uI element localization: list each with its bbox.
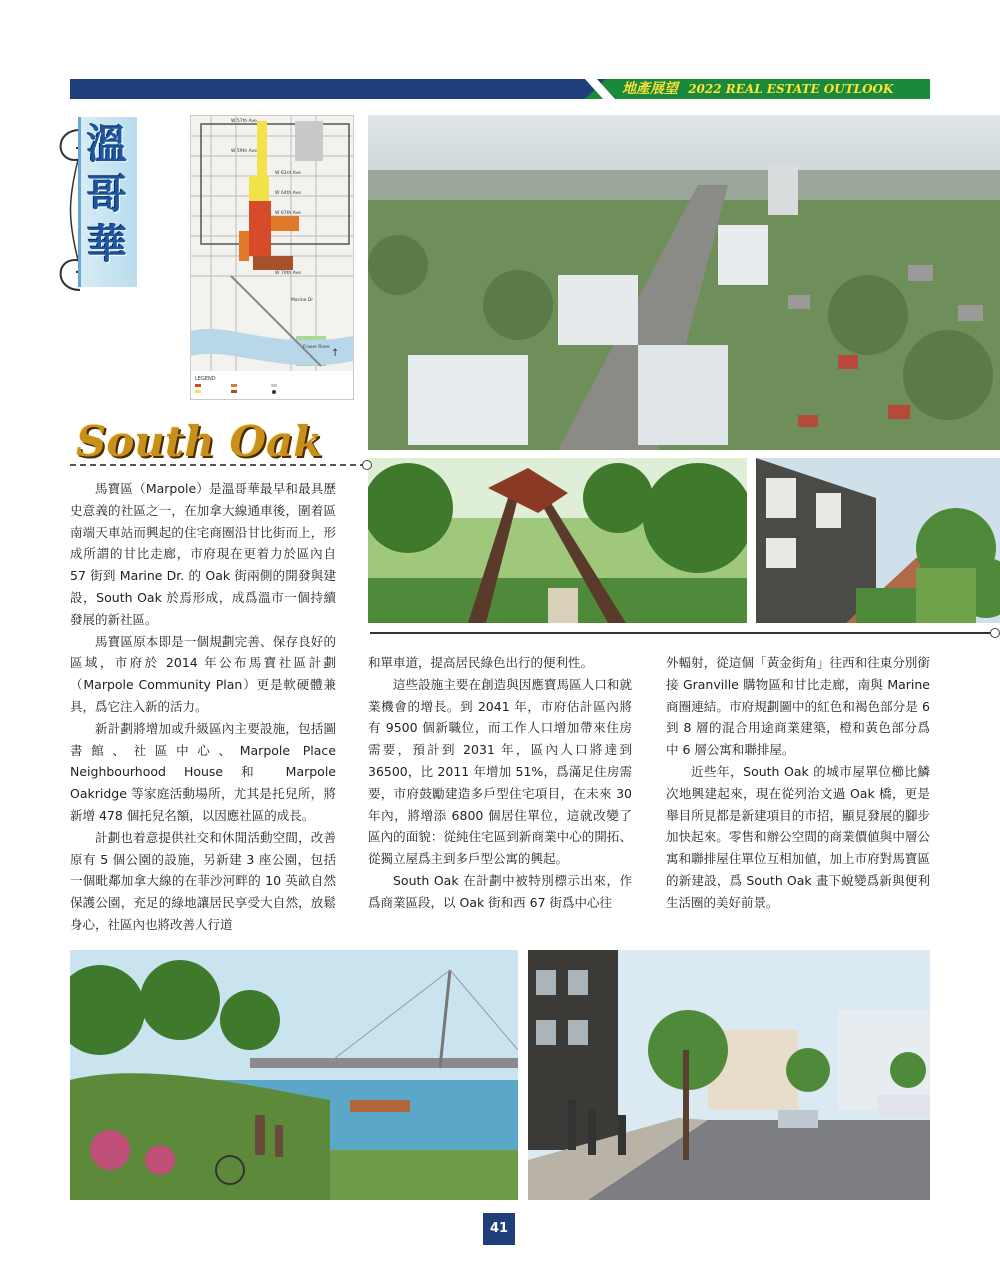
header-en-title: 2022 REAL ESTATE OUTLOOK xyxy=(688,82,894,96)
divider-dot-icon xyxy=(362,460,372,470)
column-divider xyxy=(370,632,992,634)
aerial-photo xyxy=(368,115,1000,450)
paragraph: 新計劃將增加或升級區內主要設施，包括圖書館、社區中心、Marpole Place Neighbourhood House 和 Marpole Oakridge 等家庭活動場所，尤其是托兒所，將新增 478 個托兒名額，以因應社區的成長。 xyxy=(70,720,336,823)
text-column-1 xyxy=(70,478,336,936)
paragraph: 這些設施主要在創造與因應寶馬區人口和就業機會的增長。到 2041 年，市府估計區內將有 9500 個新職位，而工作人口增加帶來住房需要，預計到 2031 年，區內人口將達到 36500，比 2011 年增加 51%，爲滿足住房需要，市府鼓勵建造多戶型住宅項目，在未來 30 年內，將增添 6800 個居住單位，這就改變了區內的面貌：從純住宅區到新商業中心的開拓、從獨立屋爲主到多戶型公寓的興起。 xyxy=(368,676,632,867)
map-label-63rd: W 63rd Ave xyxy=(275,171,301,176)
side-title-char-1: 溫 xyxy=(87,121,127,168)
text-column-2 xyxy=(368,652,632,914)
plan-map-graphic xyxy=(191,116,353,399)
map-legend-title: LEGEND xyxy=(195,376,216,382)
page-number: 41 xyxy=(483,1213,515,1245)
map-label-64th: W 64th Ave xyxy=(275,191,301,196)
paragraph: 和單車道，提高居民綠色出行的便利性。 xyxy=(368,655,594,670)
map-label-70th: W 70th Ave xyxy=(275,271,301,276)
paragraph: South Oak 在計劃中被特別標示出來，作爲商業區段，以 Oak 街和西 67 街爲中心往 xyxy=(368,872,632,910)
paragraph: 計劃也着意提供社交和休閒活動空間，改善原有 5 個公園的設施，另新建 3 座公園，包括一個毗鄰加拿大線的在菲沙河畔的 10 英畝自然保護公園，充足的綠地讓居民享受大自然，放鬆身心，社區內也將改善人行道 xyxy=(70,829,336,932)
header-title xyxy=(622,80,893,98)
text-column-3 xyxy=(666,652,930,914)
paragraph: 馬寶區（Marpole）是溫哥華最早和最具歷史意義的社區之一，在加拿大線通車後，圍着區南端天車站而興起的住宅商圈沿甘比街而上，形成所謂的甘比走廊，市府現在更着力於區內自 57 街到 Marine Dr. 的 Oak 街兩側的開發與建設，South Oak 於焉形成，成爲溫市一個持續發展的新社區。 xyxy=(70,481,336,627)
side-title-char-2: 哥 xyxy=(87,171,127,218)
plan-map xyxy=(190,115,354,400)
park-photo xyxy=(368,458,747,623)
header-cn-title: 地產展望 xyxy=(622,81,678,97)
paragraph: 近些年，South Oak 的城市屋單位櫛比鱗次地興建起來，現在從列治文過 Oak 橋，更是舉目所見都是新建項目的市招，顯見發展的腳步加快起來。零售和辦公空間的商業價値與中層公寓和聯排屋住單位互相加値，加上市府對馬寶區的新建設，爲 South Oak 畫下蛻變爲新與便利生活圈的美好前景。 xyxy=(666,763,930,910)
map-label-river: Fraser River xyxy=(303,345,330,350)
section-title: South Oak xyxy=(76,417,323,466)
paragraph: 馬寶區原本即是一個規劃完善、保存良好的區域，市府於 2014 年公布馬寶社區計劃（Marpole Community Plan）更是軟硬體兼具，爲它注入新的活力。 xyxy=(70,633,336,714)
side-title-char-3: 華 xyxy=(87,221,127,268)
divider-dot-icon xyxy=(990,628,1000,638)
map-label-67th: W 67th Ave xyxy=(275,211,301,216)
townhouse-photo xyxy=(756,458,1000,623)
paragraph: 外輻射，從這個「黃金街角」往西和往東分別銜接 Granville 購物區和甘比走廊，南與 Marine 商圈連結。市府規劃圖中的紅色和褐色部分是 6 到 8 層的混合用途商業建築，橙和黃色部分爲中 6 層公寓和聯排屋。 xyxy=(666,655,930,758)
map-label-57th: W 57th Ave xyxy=(231,119,257,124)
street-scene-illustration xyxy=(528,950,930,1200)
section-divider xyxy=(70,464,366,466)
svg-text:↑: ↑ xyxy=(331,348,340,359)
riverside-park-illustration xyxy=(70,950,518,1200)
map-label-59th: W 59th Ave xyxy=(231,149,257,154)
map-label-marine: Marine Dr xyxy=(291,298,314,303)
